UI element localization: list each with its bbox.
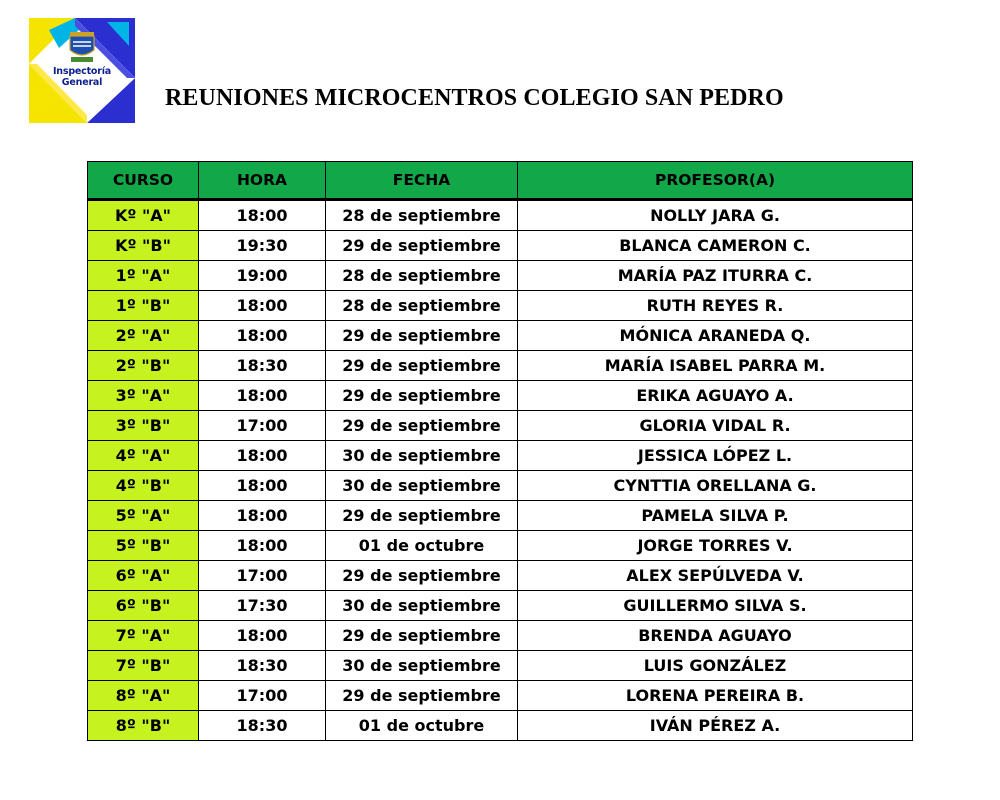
header-curso: CURSO — [88, 162, 199, 200]
cell-hora: 18:00 — [199, 381, 326, 411]
cell-curso: 8º "B" — [88, 711, 199, 741]
cell-profesor: LUIS GONZÁLEZ — [518, 651, 913, 681]
cell-curso: 8º "A" — [88, 681, 199, 711]
cell-curso: 7º "A" — [88, 621, 199, 651]
cell-hora: 17:00 — [199, 561, 326, 591]
cell-curso: 3º "A" — [88, 381, 199, 411]
header-profesor: PROFESOR(A) — [518, 162, 913, 200]
cell-fecha: 28 de septiembre — [326, 261, 518, 291]
cell-profesor: NOLLY JARA G. — [518, 200, 913, 231]
cell-curso: 1º "B" — [88, 291, 199, 321]
table-row — [88, 200, 913, 231]
cell-hora: 17:00 — [199, 681, 326, 711]
cell-fecha: 29 de septiembre — [326, 321, 518, 351]
table-row — [88, 651, 913, 681]
cell-fecha: 29 de septiembre — [326, 231, 518, 261]
table-row — [88, 561, 913, 591]
cell-fecha: 29 de septiembre — [326, 681, 518, 711]
table-row — [88, 681, 913, 711]
cell-hora: 19:00 — [199, 261, 326, 291]
cell-fecha: 29 de septiembre — [326, 411, 518, 441]
table-row — [88, 441, 913, 471]
table-row — [88, 621, 913, 651]
cell-fecha: 29 de septiembre — [326, 561, 518, 591]
cell-hora: 18:30 — [199, 651, 326, 681]
table-row — [88, 381, 913, 411]
cell-hora: 19:30 — [199, 231, 326, 261]
cell-profesor: ERIKA AGUAYO A. — [518, 381, 913, 411]
cell-fecha: 30 de septiembre — [326, 651, 518, 681]
cell-fecha: 29 de septiembre — [326, 501, 518, 531]
inspectoria-general-logo — [29, 18, 135, 123]
cell-profesor: MÓNICA ARANEDA Q. — [518, 321, 913, 351]
cell-hora: 18:00 — [199, 621, 326, 651]
cell-curso: 5º "A" — [88, 501, 199, 531]
table-row — [88, 231, 913, 261]
table-row — [88, 411, 913, 441]
table-row — [88, 351, 913, 381]
table-row — [88, 471, 913, 501]
cell-fecha: 28 de septiembre — [326, 200, 518, 231]
cell-hora: 17:00 — [199, 411, 326, 441]
cell-fecha: 29 de septiembre — [326, 351, 518, 381]
cell-profesor: BRENDA AGUAYO — [518, 621, 913, 651]
cell-fecha: 30 de septiembre — [326, 591, 518, 621]
table-row — [88, 261, 913, 291]
cell-profesor: BLANCA CAMERON C. — [518, 231, 913, 261]
cell-hora: 18:00 — [199, 291, 326, 321]
cell-fecha: 01 de octubre — [326, 711, 518, 741]
cell-fecha: 30 de septiembre — [326, 471, 518, 501]
cell-hora: 18:00 — [199, 471, 326, 501]
cell-hora: 18:00 — [199, 531, 326, 561]
cell-fecha: 29 de septiembre — [326, 621, 518, 651]
page-title: REUNIONES MICROCENTROS COLEGIO SAN PEDRO — [165, 85, 784, 111]
cell-profesor: IVÁN PÉREZ A. — [518, 711, 913, 741]
cell-hora: 18:00 — [199, 321, 326, 351]
cell-hora: 18:00 — [199, 441, 326, 471]
cell-curso: Kº "B" — [88, 231, 199, 261]
header-hora: HORA — [199, 162, 326, 200]
cell-hora: 18:00 — [199, 200, 326, 231]
table-header-row — [88, 162, 913, 200]
header-fecha: FECHA — [326, 162, 518, 200]
cell-hora: 17:30 — [199, 591, 326, 621]
cell-profesor: MARÍA ISABEL PARRA M. — [518, 351, 913, 381]
cell-curso: 4º "A" — [88, 441, 199, 471]
cell-curso: 2º "B" — [88, 351, 199, 381]
cell-fecha: 29 de septiembre — [326, 381, 518, 411]
cell-curso: 5º "B" — [88, 531, 199, 561]
table-row — [88, 531, 913, 561]
table-row — [88, 321, 913, 351]
cell-profesor: JESSICA LÓPEZ L. — [518, 441, 913, 471]
cell-fecha: 01 de octubre — [326, 531, 518, 561]
cell-profesor: LORENA PEREIRA B. — [518, 681, 913, 711]
cell-hora: 18:30 — [199, 711, 326, 741]
logo-text-line1: Inspectoría — [52, 66, 112, 77]
cell-curso: 3º "B" — [88, 411, 199, 441]
cell-profesor: GUILLERMO SILVA S. — [518, 591, 913, 621]
cell-profesor: ALEX SEPÚLVEDA V. — [518, 561, 913, 591]
cell-hora: 18:30 — [199, 351, 326, 381]
cell-curso: 4º "B" — [88, 471, 199, 501]
cell-hora: 18:00 — [199, 501, 326, 531]
cell-curso: 2º "A" — [88, 321, 199, 351]
cell-profesor: CYNTTIA ORELLANA G. — [518, 471, 913, 501]
table-row — [88, 711, 913, 741]
table-row — [88, 501, 913, 531]
cell-profesor: GLORIA VIDAL R. — [518, 411, 913, 441]
cell-curso: 6º "B" — [88, 591, 199, 621]
table-row — [88, 591, 913, 621]
cell-profesor: PAMELA SILVA P. — [518, 501, 913, 531]
logo-text-line2: General — [61, 77, 103, 88]
cell-fecha: 30 de septiembre — [326, 441, 518, 471]
table-row — [88, 291, 913, 321]
cell-profesor: MARÍA PAZ ITURRA C. — [518, 261, 913, 291]
cell-curso: 7º "B" — [88, 651, 199, 681]
cell-curso: 1º "A" — [88, 261, 199, 291]
cell-curso: Kº "A" — [88, 200, 199, 231]
schedule-table — [87, 161, 913, 741]
cell-curso: 6º "A" — [88, 561, 199, 591]
cell-profesor: JORGE TORRES V. — [518, 531, 913, 561]
cell-fecha: 28 de septiembre — [326, 291, 518, 321]
cell-profesor: RUTH REYES R. — [518, 291, 913, 321]
